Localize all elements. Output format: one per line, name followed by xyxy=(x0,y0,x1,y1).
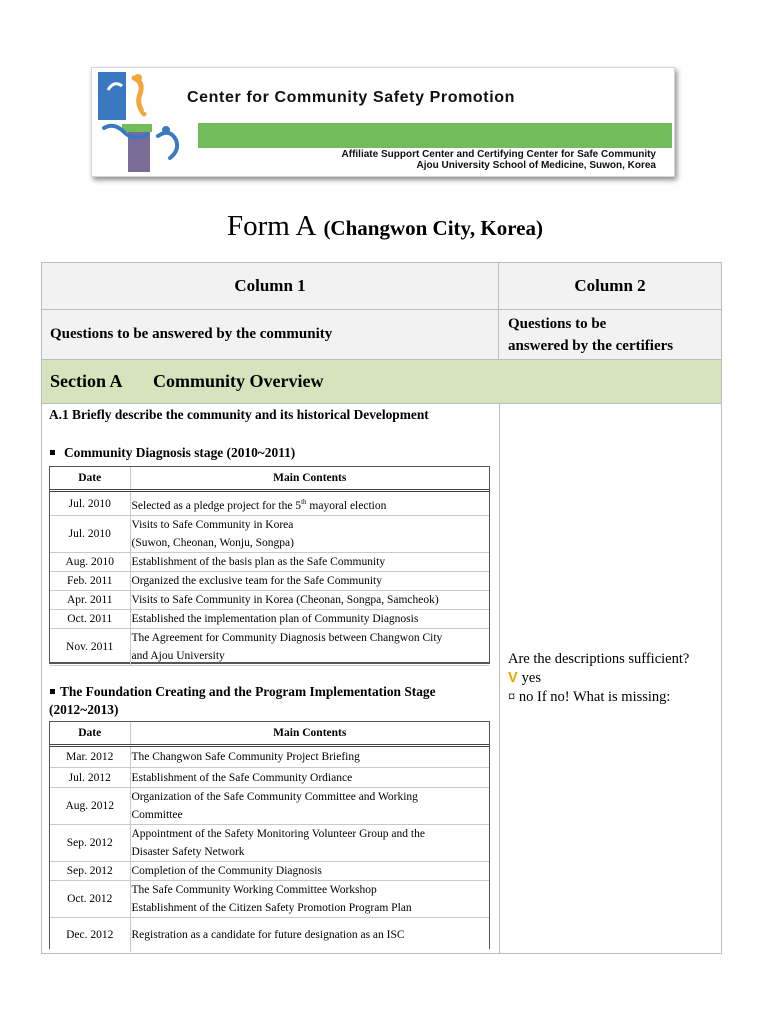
certifier-questions-line-2: answered by the certifiers xyxy=(508,337,674,354)
date-column-header: Date xyxy=(50,467,130,491)
banner-subtitle-university: Ajou University School of Medicine, Suwon, Korea xyxy=(416,160,656,171)
certifier-questions-header xyxy=(499,310,721,359)
table-row xyxy=(50,516,489,553)
row-content-line-2: (Suwon, Cheonan, Wonju, Songpa) xyxy=(131,537,294,549)
row-content: Established the implementation plan of Community Diagnosis xyxy=(130,610,489,629)
implementation-timeline-table xyxy=(50,722,489,952)
row-date: Apr. 2011 xyxy=(50,591,130,610)
contents-column-header: Main Contents xyxy=(130,722,489,746)
stage-2-heading xyxy=(49,683,494,719)
divider xyxy=(41,403,722,404)
stage-1-label: Community Diagnosis stage (2010~2011) xyxy=(64,445,296,460)
row-content xyxy=(130,881,489,918)
form-name: Form A xyxy=(227,210,317,242)
row-content: Establishment of the Safe Community Ordiance xyxy=(130,768,489,788)
community-questions-header xyxy=(42,310,498,359)
community-questions-label: Questions to be answered by the community xyxy=(50,326,333,342)
form-city: (Changwon City, Korea) xyxy=(323,216,543,240)
row-content-line-2: Establishment of the Citizen Safety Promotion Program Plan xyxy=(131,902,412,914)
table-row xyxy=(50,788,489,825)
banner-title: Center for Community Safety Promotion xyxy=(187,89,516,106)
row-content xyxy=(130,825,489,862)
row-content xyxy=(130,788,489,825)
row-date: Oct. 2012 xyxy=(50,881,130,918)
header-banner xyxy=(91,67,675,177)
banner-green-bar xyxy=(198,123,672,148)
check-v-icon: V xyxy=(508,670,518,686)
row-content: Visits to Safe Community in Korea (Cheonan, Songpa, Samcheok) xyxy=(130,591,489,610)
row-content-text-end: mayoral election xyxy=(306,499,387,512)
table-row xyxy=(50,591,489,610)
table-row xyxy=(50,768,489,788)
table-row xyxy=(50,825,489,862)
table-row xyxy=(50,610,489,629)
row-content-line-2: Disaster Safety Network xyxy=(131,846,245,858)
table-row xyxy=(50,881,489,918)
table-row xyxy=(50,746,489,768)
row-date: Aug. 2010 xyxy=(50,553,130,572)
stage-2-years: (2012~2013) xyxy=(49,702,119,717)
section-a-header xyxy=(42,360,721,403)
no-option[interactable] xyxy=(508,688,689,707)
row-date: Sep. 2012 xyxy=(50,862,130,881)
table-row xyxy=(50,629,489,666)
table-row xyxy=(50,572,489,591)
row-content xyxy=(130,491,489,516)
stage-2-label-line-1 xyxy=(49,683,436,701)
row-date: Oct. 2011 xyxy=(50,610,130,629)
row-content: Completion of the Community Diagnosis xyxy=(130,862,489,881)
row-date: Jul. 2010 xyxy=(50,516,130,553)
row-date: Aug. 2012 xyxy=(50,788,130,825)
row-date: Jul. 2012 xyxy=(50,768,130,788)
column-divider xyxy=(499,403,500,954)
row-date: Mar. 2012 xyxy=(50,746,130,768)
row-content-superscript: th xyxy=(301,497,307,506)
yes-option-label: yes xyxy=(521,670,542,686)
row-content xyxy=(130,629,489,666)
row-content: The Changwon Safe Community Project Briefing xyxy=(130,746,489,768)
row-date: Jul. 2010 xyxy=(50,491,130,516)
row-content: Registration as a candidate for future designation as an ISC xyxy=(131,928,405,941)
row-content-line-2: and Ajou University xyxy=(131,650,225,662)
table-row xyxy=(50,491,489,516)
row-date: Feb. 2011 xyxy=(50,572,130,591)
sufficiency-question: Are the descriptions sufficient? xyxy=(508,651,690,667)
question-a1: A.1 Briefly describe the community and its historical Development xyxy=(49,407,429,422)
row-content: Organized the exclusive team for the Safe Community xyxy=(130,572,489,591)
row-content-line-1: The Agreement for Community Diagnosis between Changwon City xyxy=(131,632,443,644)
page-title xyxy=(0,210,770,243)
row-content-line-2: Committee xyxy=(131,809,183,821)
row-date: Sep. 2012 xyxy=(50,825,130,862)
table-header-row xyxy=(50,722,489,746)
bullet-square-icon xyxy=(50,689,55,694)
contents-column-header: Main Contents xyxy=(130,467,489,491)
column-2-header: Column 2 xyxy=(499,263,721,309)
table-row xyxy=(50,862,489,881)
date-column-header: Date xyxy=(50,722,130,746)
table-row xyxy=(50,918,489,952)
table-header-row xyxy=(50,467,489,491)
banner-subtitle-affiliate: Affiliate Support Center and Certifying Center for Safe Community xyxy=(341,149,656,160)
row-content xyxy=(130,516,489,553)
section-name: Community Overview xyxy=(153,371,324,391)
row-content-line-1: Appointment of the Safety Monitoring Volunteer Group and the xyxy=(131,828,425,840)
column-1-header: Column 1 xyxy=(42,263,498,309)
bullet-square-icon xyxy=(50,450,55,455)
certifier-questions-line-1: Questions to be xyxy=(508,315,607,332)
no-option-label: no If no! What is missing: xyxy=(518,689,671,705)
row-date: Nov. 2011 xyxy=(50,629,130,666)
row-content: Establishment of the basis plan as the Safe Community xyxy=(130,553,489,572)
yes-option[interactable] xyxy=(508,669,689,688)
diagnosis-timeline-table xyxy=(50,467,489,666)
row-content-line-1: Visits to Safe Community in Korea xyxy=(131,519,294,531)
certifier-assessment xyxy=(508,650,689,707)
section-number: Section A xyxy=(50,371,123,391)
stage-1-heading xyxy=(49,445,295,461)
currency-sign-icon: ¤ xyxy=(508,689,516,705)
table-row xyxy=(50,553,489,572)
row-date: Dec. 2012 xyxy=(50,918,130,952)
stage-2-line-1 xyxy=(49,683,494,701)
community-safety-logo xyxy=(94,70,198,174)
row-content-line-1: The Safe Community Working Committee Workshop xyxy=(131,884,377,896)
row-content-text: Selected as a pledge project for the 5 xyxy=(131,499,302,512)
row-content-line-1: Organization of the Safe Community Committee and Working xyxy=(131,791,418,803)
stage-2-label: The Foundation Creating and the Program Implementation Stage xyxy=(60,684,436,699)
